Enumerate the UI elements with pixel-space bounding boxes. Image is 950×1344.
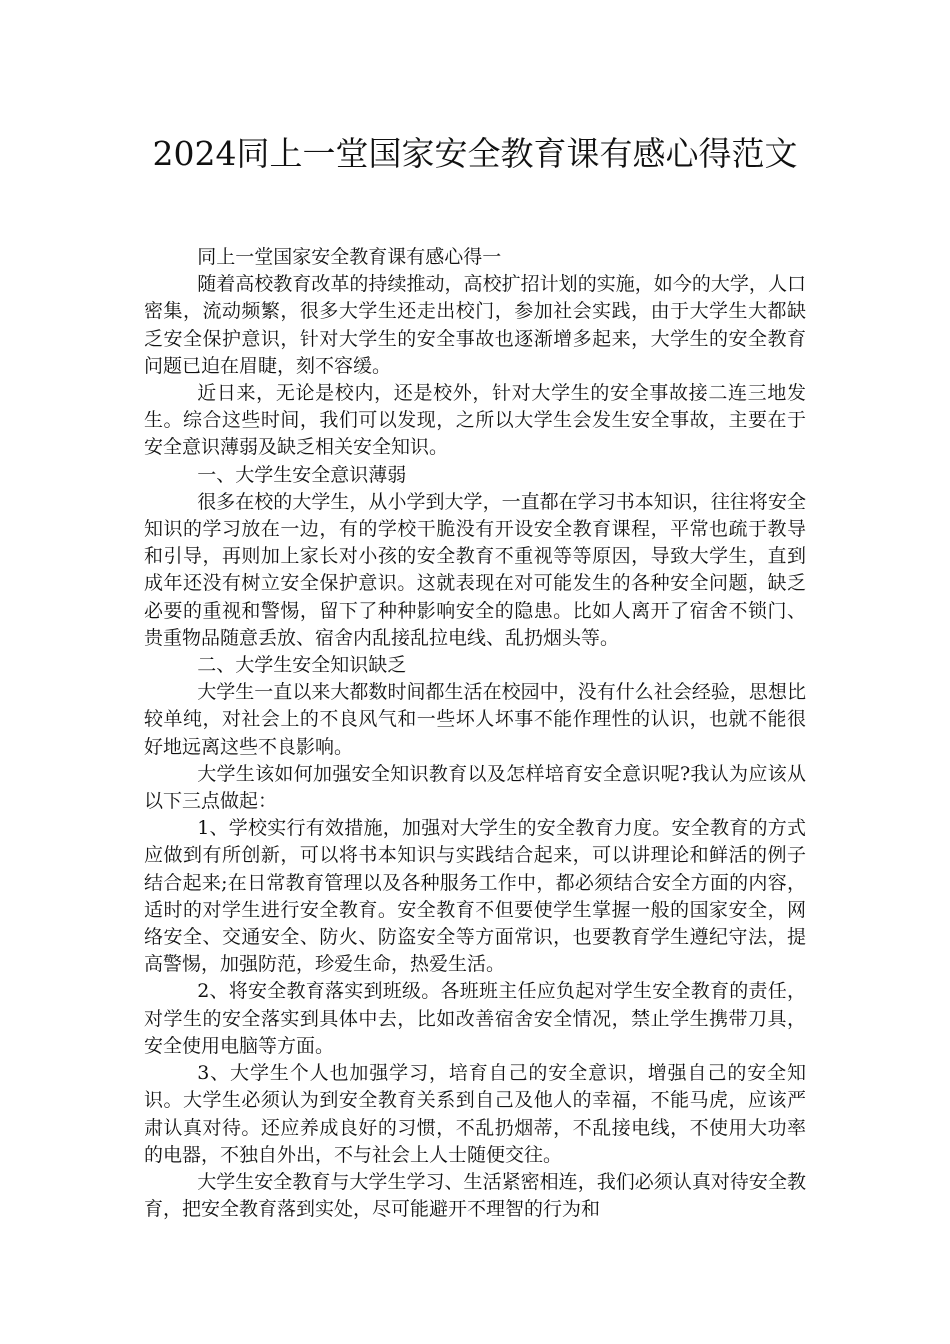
- paragraph: 大学生安全教育与大学生学习、生活紧密相连，我们必须认真对待安全教育，把安全教育落到实处，尽可能避开不理智的行为和: [144, 1170, 806, 1221]
- document-body: [144, 244, 806, 1223]
- paragraph: 大学生该如何加强安全知识教育以及怎样培育安全意识呢?我认为应该从以下三点做起：: [144, 762, 806, 813]
- paragraph-subtitle: 同上一堂国家安全教育课有感心得一: [197, 246, 502, 268]
- paragraph: 近日来，无论是校内，还是校外，针对大学生的安全事故接二连三地发生。综合这些时间，我们可以发现，之所以大学生会发生安全事故，主要在于安全意识薄弱及缺乏相关安全知识。: [144, 382, 806, 459]
- list-item: 3、大学生个人也加强学习，培育自己的安全意识，增强自己的安全知识。大学生必须认为到安全教育关系到自己及他人的幸福，不能马虎，应该严肃认真对待。还应养成良好的习惯，不乱扔烟蒂，不乱接电线，不使用大功率的电器，不独自外出，不与社会上人士随便交往。: [144, 1062, 806, 1166]
- paragraph: 很多在校的大学生，从小学到大学，一直都在学习书本知识，往往将安全知识的学习放在一边，有的学校干脆没有开设安全教育课程，平常也疏于教导和引导，再则加上家长对小孩的安全教育不重视等等原因，导致大学生，直到成年还没有树立安全保护意识。这就表现在对可能发生的各种安全问题，缺乏必要的重视和警惕，留下了种种影响安全的隐患。比如人离开了宿舍不锁门、贵重物品随意丢放、宿舍内乱接乱拉电线、乱扔烟头等。: [144, 490, 806, 649]
- document-title: 2024同上一堂国家安全教育课有感心得范文: [152, 134, 798, 173]
- paragraph: 随着高校教育改革的持续推动，高校扩招计划的实施，如今的大学，人口密集，流动频繁，很多大学生还走出校门，参加社会实践，由于大学生大都缺乏安全保护意识，针对大学生的安全事故也逐渐增多起来，大学生的安全教育问题已迫在眉睫，刻不容缓。: [144, 273, 806, 377]
- section-heading: 二、大学生安全知识缺乏: [197, 654, 407, 677]
- section-heading: 一、大学生安全意识薄弱: [197, 463, 407, 486]
- paragraph: 大学生一直以来大都数时间都生活在校园中，没有什么社会经验，思想比较单纯，对社会上的不良风气和一些坏人坏事不能作理性的认识，也就不能很好地远离这些不良影响。: [144, 681, 806, 758]
- list-item: 1、学校实行有效措施，加强对大学生的安全教育力度。安全教育的方式应做到有所创新，可以将书本知识与实践结合起来，可以讲理论和鲜活的例子结合起来;在日常教育管理以及各种服务工作中，都必须结合安全方面的内容，适时的对学生进行安全教育。安全教育不但要使学生掌握一般的国家安全，网络安全、交通安全、防火、防盗安全等方面常识，也要教育学生遵纪守法，提高警惕，加强防范，珍爱生命，热爱生活。: [144, 817, 806, 976]
- list-item: 2、将安全教育落实到班级。各班班主任应负起对学生安全教育的责任，对学生的安全落实到具体中去，比如改善宿舍安全情况，禁止学生携带刀具，安全使用电脑等方面。: [144, 980, 806, 1057]
